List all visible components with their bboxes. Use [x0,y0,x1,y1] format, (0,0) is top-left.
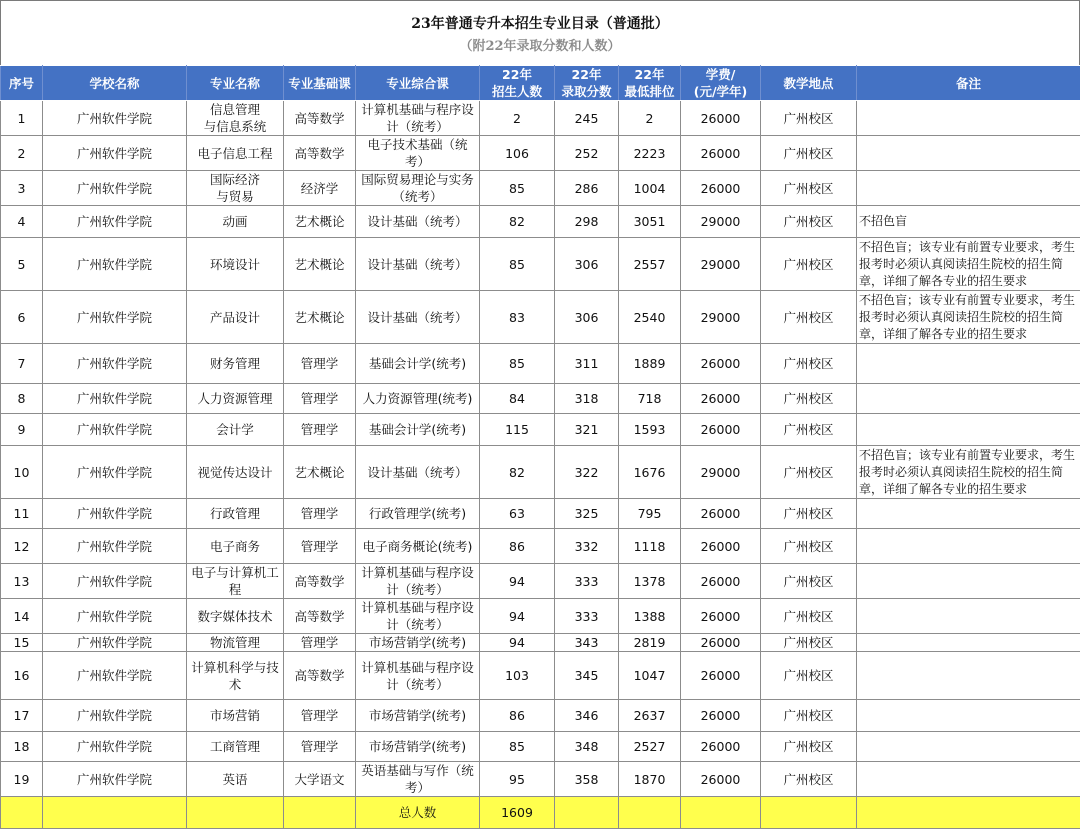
cell-basic-course: 艺术概论 [284,446,356,499]
cell-school: 广州软件学院 [43,446,187,499]
cell-school: 广州软件学院 [43,599,187,634]
cell-campus: 广州校区 [761,700,857,732]
cell-admission-score: 345 [555,652,619,700]
cell-tuition: 29000 [681,446,761,499]
cell-major: 会计学 [187,414,284,446]
cell-lowest-rank: 2527 [619,732,681,762]
cell-index: 18 [1,732,43,762]
cell-index: 13 [1,564,43,599]
table-row [1,732,1080,762]
cell-index: 1 [1,101,43,136]
cell-index: 10 [1,446,43,499]
cell-major: 动画 [187,206,284,238]
cell-campus: 广州校区 [761,652,857,700]
cell-campus: 广州校区 [761,732,857,762]
cell-index: 17 [1,700,43,732]
cell-admission-score: 343 [555,634,619,652]
cell-major: 环境设计 [187,238,284,291]
cell-remarks: 不招色盲；该专业有前置专业要求，考生报考时必须认真阅读招生院校的招生简章，详细了解各专业的招生要求 [857,238,1080,291]
cell-basic-course: 管理学 [284,414,356,446]
cell-enrollment-count: 82 [480,206,555,238]
title-block [0,0,1080,65]
cell-admission-score: 348 [555,732,619,762]
cell-school: 广州软件学院 [43,634,187,652]
cell-enrollment-count: 84 [480,384,555,414]
cell-campus: 广州校区 [761,101,857,136]
cell-remarks [857,384,1080,414]
cell-campus: 广州校区 [761,238,857,291]
cell-lowest-rank: 1004 [619,171,681,206]
cell-tuition: 29000 [681,238,761,291]
cell-admission-score: 306 [555,291,619,344]
cell-admission-score: 298 [555,206,619,238]
cell-remarks [857,136,1080,171]
cell-admission-score: 311 [555,344,619,384]
cell-remarks [857,529,1080,564]
cell-admission-score: 318 [555,384,619,414]
cell-remarks [857,564,1080,599]
total-empty-cell [555,797,619,829]
cell-tuition: 29000 [681,206,761,238]
cell-campus: 广州校区 [761,599,857,634]
cell-major: 人力资源管理 [187,384,284,414]
cell-basic-course: 管理学 [284,634,356,652]
cell-remarks [857,344,1080,384]
cell-campus: 广州校区 [761,136,857,171]
table-body [1,101,1080,829]
cell-index: 12 [1,529,43,564]
cell-tuition: 26000 [681,384,761,414]
cell-school: 广州软件学院 [43,171,187,206]
cell-lowest-rank: 1593 [619,414,681,446]
cell-enrollment-count: 63 [480,499,555,529]
cell-index: 19 [1,762,43,797]
cell-enrollment-count: 103 [480,652,555,700]
cell-campus: 广州校区 [761,384,857,414]
cell-basic-course: 大学语文 [284,762,356,797]
cell-major: 电子与计算机工 程 [187,564,284,599]
cell-comprehensive-course: 设计基础（统考） [356,238,480,291]
table-row [1,136,1080,171]
cell-index: 11 [1,499,43,529]
cell-enrollment-count: 115 [480,414,555,446]
cell-major: 工商管理 [187,732,284,762]
cell-tuition: 26000 [681,652,761,700]
cell-basic-course: 高等数学 [284,564,356,599]
cell-basic-course: 艺术概论 [284,291,356,344]
column-header-admission-score: 22年 录取分数 [555,66,619,101]
cell-admission-score: 252 [555,136,619,171]
cell-tuition: 26000 [681,599,761,634]
cell-comprehensive-course: 计算机基础与程序设 计（统考） [356,101,480,136]
column-header-index: 序号 [1,66,43,101]
table-row [1,564,1080,599]
cell-school: 广州软件学院 [43,206,187,238]
cell-comprehensive-course: 市场营销学(统考) [356,700,480,732]
cell-major: 行政管理 [187,499,284,529]
table-row [1,652,1080,700]
total-label: 总人数 [356,797,480,829]
total-empty-cell [187,797,284,829]
cell-basic-course: 管理学 [284,529,356,564]
cell-enrollment-count: 2 [480,101,555,136]
cell-school: 广州软件学院 [43,414,187,446]
column-header-campus: 教学地点 [761,66,857,101]
major-catalog-table [0,65,1080,829]
cell-lowest-rank: 2557 [619,238,681,291]
cell-enrollment-count: 83 [480,291,555,344]
column-header-remarks: 备注 [857,66,1080,101]
cell-lowest-rank: 2819 [619,634,681,652]
table-row [1,599,1080,634]
cell-school: 广州软件学院 [43,564,187,599]
cell-school: 广州软件学院 [43,652,187,700]
cell-admission-score: 325 [555,499,619,529]
table-row [1,384,1080,414]
cell-index: 9 [1,414,43,446]
page-title: 23年普通专升本招生专业目录（普通批） [1,13,1079,33]
total-empty-cell [761,797,857,829]
cell-major: 数字媒体技术 [187,599,284,634]
cell-comprehensive-course: 基础会计学(统考) [356,344,480,384]
cell-lowest-rank: 1889 [619,344,681,384]
column-header-major: 专业名称 [187,66,284,101]
cell-campus: 广州校区 [761,344,857,384]
table-row [1,446,1080,499]
cell-admission-score: 286 [555,171,619,206]
cell-basic-course: 艺术概论 [284,206,356,238]
cell-index: 14 [1,599,43,634]
column-header-basic-course: 专业基础课 [284,66,356,101]
cell-campus: 广州校区 [761,499,857,529]
cell-basic-course: 艺术概论 [284,238,356,291]
cell-lowest-rank: 1676 [619,446,681,499]
table-row [1,499,1080,529]
cell-index: 16 [1,652,43,700]
cell-tuition: 26000 [681,344,761,384]
cell-school: 广州软件学院 [43,700,187,732]
total-empty-cell [619,797,681,829]
column-header-comprehensive-course: 专业综合课 [356,66,480,101]
cell-tuition: 26000 [681,414,761,446]
cell-comprehensive-course: 设计基础（统考） [356,206,480,238]
cell-comprehensive-course: 设计基础（统考） [356,446,480,499]
cell-lowest-rank: 718 [619,384,681,414]
total-empty-cell [857,797,1080,829]
cell-basic-course: 高等数学 [284,101,356,136]
cell-lowest-rank: 1870 [619,762,681,797]
cell-comprehensive-course: 市场营销学(统考) [356,732,480,762]
cell-comprehensive-course: 电子商务概论(统考) [356,529,480,564]
cell-remarks [857,171,1080,206]
cell-school: 广州软件学院 [43,238,187,291]
cell-admission-score: 245 [555,101,619,136]
column-header-lowest-rank: 22年 最低排位 [619,66,681,101]
cell-school: 广州软件学院 [43,499,187,529]
cell-enrollment-count: 82 [480,446,555,499]
cell-enrollment-count: 94 [480,599,555,634]
cell-comprehensive-course: 计算机基础与程序设 计（统考） [356,564,480,599]
cell-school: 广州软件学院 [43,136,187,171]
cell-campus: 广州校区 [761,529,857,564]
cell-index: 2 [1,136,43,171]
cell-basic-course: 管理学 [284,700,356,732]
cell-school: 广州软件学院 [43,384,187,414]
cell-major: 计算机科学与技 术 [187,652,284,700]
cell-comprehensive-course: 电子技术基础（统 考） [356,136,480,171]
cell-lowest-rank: 2223 [619,136,681,171]
cell-comprehensive-course: 市场营销学(统考) [356,634,480,652]
cell-campus: 广州校区 [761,171,857,206]
cell-remarks [857,634,1080,652]
cell-index: 8 [1,384,43,414]
table-row [1,238,1080,291]
cell-school: 广州软件学院 [43,762,187,797]
cell-remarks [857,762,1080,797]
cell-index: 15 [1,634,43,652]
column-header-tuition: 学费/ (元/学年) [681,66,761,101]
cell-admission-score: 306 [555,238,619,291]
cell-remarks [857,499,1080,529]
cell-remarks [857,414,1080,446]
cell-campus: 广州校区 [761,446,857,499]
cell-lowest-rank: 1047 [619,652,681,700]
cell-campus: 广州校区 [761,564,857,599]
cell-remarks: 不招色盲 [857,206,1080,238]
table-row [1,762,1080,797]
cell-index: 7 [1,344,43,384]
cell-lowest-rank: 1388 [619,599,681,634]
cell-admission-score: 333 [555,599,619,634]
cell-major: 电子商务 [187,529,284,564]
cell-tuition: 29000 [681,291,761,344]
cell-index: 4 [1,206,43,238]
cell-school: 广州软件学院 [43,101,187,136]
cell-comprehensive-course: 设计基础（统考） [356,291,480,344]
cell-remarks [857,652,1080,700]
cell-campus: 广州校区 [761,291,857,344]
cell-remarks [857,599,1080,634]
cell-major: 市场营销 [187,700,284,732]
cell-admission-score: 358 [555,762,619,797]
cell-basic-course: 高等数学 [284,599,356,634]
cell-lowest-rank: 3051 [619,206,681,238]
cell-lowest-rank: 1118 [619,529,681,564]
total-empty-cell [43,797,187,829]
cell-basic-course: 高等数学 [284,652,356,700]
cell-tuition: 26000 [681,136,761,171]
cell-index: 6 [1,291,43,344]
cell-major: 财务管理 [187,344,284,384]
table-row [1,634,1080,652]
cell-remarks [857,700,1080,732]
table-row [1,700,1080,732]
cell-index: 3 [1,171,43,206]
cell-enrollment-count: 86 [480,700,555,732]
cell-lowest-rank: 2637 [619,700,681,732]
table-row [1,414,1080,446]
cell-basic-course: 高等数学 [284,136,356,171]
column-header-school: 学校名称 [43,66,187,101]
cell-tuition: 26000 [681,529,761,564]
cell-major: 物流管理 [187,634,284,652]
cell-admission-score: 321 [555,414,619,446]
table-row [1,529,1080,564]
cell-enrollment-count: 94 [480,564,555,599]
cell-major: 产品设计 [187,291,284,344]
cell-remarks [857,732,1080,762]
table-row [1,344,1080,384]
cell-tuition: 26000 [681,564,761,599]
total-row [1,797,1080,829]
cell-admission-score: 333 [555,564,619,599]
cell-enrollment-count: 94 [480,634,555,652]
cell-major: 视觉传达设计 [187,446,284,499]
cell-tuition: 26000 [681,634,761,652]
table-row [1,171,1080,206]
cell-comprehensive-course: 国际贸易理论与实务 （统考） [356,171,480,206]
cell-comprehensive-course: 行政管理学(统考) [356,499,480,529]
cell-enrollment-count: 85 [480,238,555,291]
cell-campus: 广州校区 [761,762,857,797]
cell-major: 国际经济 与贸易 [187,171,284,206]
column-header-enrollment-count: 22年 招生人数 [480,66,555,101]
cell-enrollment-count: 95 [480,762,555,797]
cell-tuition: 26000 [681,499,761,529]
cell-remarks: 不招色盲；该专业有前置专业要求，考生报考时必须认真阅读招生院校的招生简章，详细了解各专业的招生要求 [857,446,1080,499]
cell-comprehensive-course: 计算机基础与程序设 计（统考） [356,652,480,700]
cell-campus: 广州校区 [761,414,857,446]
cell-lowest-rank: 795 [619,499,681,529]
cell-comprehensive-course: 人力资源管理(统考) [356,384,480,414]
cell-campus: 广州校区 [761,634,857,652]
cell-enrollment-count: 85 [480,732,555,762]
cell-lowest-rank: 2 [619,101,681,136]
cell-lowest-rank: 1378 [619,564,681,599]
cell-admission-score: 322 [555,446,619,499]
cell-basic-course: 管理学 [284,499,356,529]
cell-enrollment-count: 86 [480,529,555,564]
cell-enrollment-count: 85 [480,344,555,384]
cell-school: 广州软件学院 [43,291,187,344]
cell-tuition: 26000 [681,732,761,762]
cell-tuition: 26000 [681,171,761,206]
cell-comprehensive-course: 计算机基础与程序设 计（统考） [356,599,480,634]
cell-tuition: 26000 [681,762,761,797]
cell-comprehensive-course: 基础会计学(统考) [356,414,480,446]
cell-admission-score: 346 [555,700,619,732]
cell-basic-course: 管理学 [284,384,356,414]
cell-basic-course: 管理学 [284,344,356,384]
cell-school: 广州软件学院 [43,732,187,762]
cell-admission-score: 332 [555,529,619,564]
cell-enrollment-count: 106 [480,136,555,171]
cell-comprehensive-course: 英语基础与写作（统 考） [356,762,480,797]
cell-basic-course: 管理学 [284,732,356,762]
cell-campus: 广州校区 [761,206,857,238]
table-row [1,291,1080,344]
table-header-row [1,66,1080,101]
cell-major: 电子信息工程 [187,136,284,171]
page-subtitle: （附22年录取分数和人数） [1,35,1079,54]
cell-tuition: 26000 [681,700,761,732]
cell-remarks: 不招色盲；该专业有前置专业要求，考生报考时必须认真阅读招生院校的招生简章，详细了解各专业的招生要求 [857,291,1080,344]
table-row [1,101,1080,136]
cell-major: 英语 [187,762,284,797]
total-empty-cell [681,797,761,829]
total-value: 1609 [480,797,555,829]
cell-enrollment-count: 85 [480,171,555,206]
cell-school: 广州软件学院 [43,529,187,564]
cell-basic-course: 经济学 [284,171,356,206]
cell-remarks [857,101,1080,136]
cell-tuition: 26000 [681,101,761,136]
table-row [1,206,1080,238]
cell-major: 信息管理 与信息系统 [187,101,284,136]
cell-lowest-rank: 2540 [619,291,681,344]
total-empty-cell [284,797,356,829]
cell-school: 广州软件学院 [43,344,187,384]
cell-index: 5 [1,238,43,291]
total-empty-cell [1,797,43,829]
